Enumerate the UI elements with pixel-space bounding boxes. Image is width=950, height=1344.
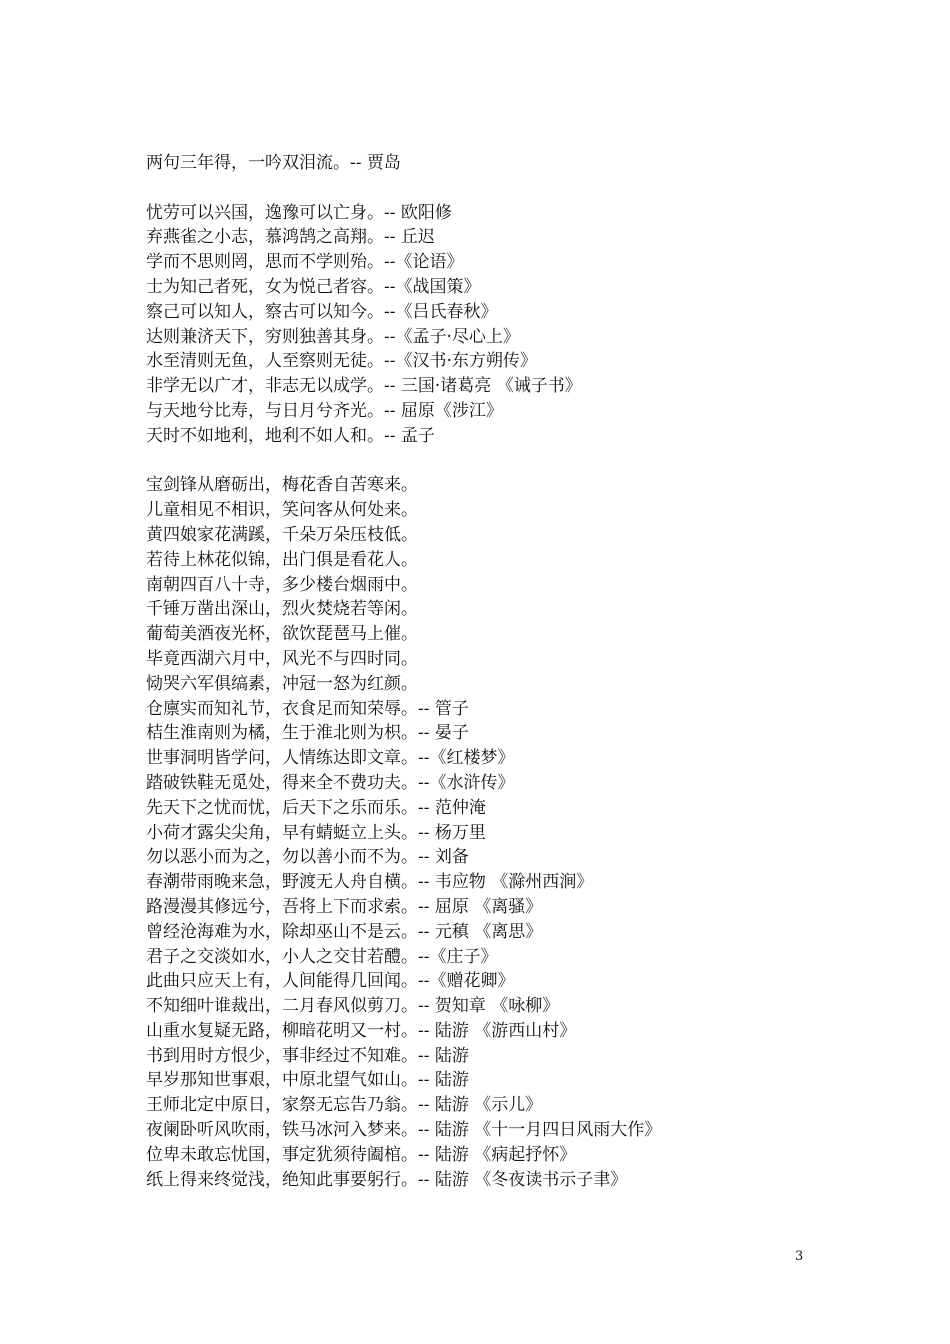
text-line: 勿以恶小而为之，勿以善小而不为。-- 刘备: [146, 847, 469, 868]
paragraph-gap: [146, 176, 866, 201]
text-line: 此曲只应天上有，人间能得几回闻。--《赠花卿》: [146, 971, 515, 992]
paragraph: [146, 151, 866, 176]
text-line: 山重水复疑无路，柳暗花明又一村。-- 陆游 《游西山村》: [146, 1020, 577, 1041]
text-line: 早岁那知世事艰，中原北望气如山。-- 陆游: [146, 1070, 469, 1091]
text-line: 书到用时方恨少，事非经过不知难。-- 陆游: [146, 1045, 469, 1066]
text-line: 仓廪实而知礼节，衣食足而知荣辱。-- 管子: [146, 698, 469, 719]
text-line: 踏破铁鞋无觅处，得来全不费功夫。--《水浒传》: [146, 772, 515, 793]
text-line: 路漫漫其修远兮，吾将上下而求索。-- 屈原 《离骚》: [146, 896, 543, 917]
text-line: 曾经沧海难为水，除却巫山不是云。-- 元稹 《离思》: [146, 921, 543, 942]
paragraph-gap: [146, 449, 866, 474]
paragraph: [146, 201, 866, 449]
text-line: 宝剑锋从磨砺出，梅花香自苦寒来。: [146, 475, 418, 496]
text-line: 达则兼济天下，穷则独善其身。--《孟子·尽心上》: [146, 326, 520, 347]
text-line: 士为知己者死，女为悦己者容。--《战国策》: [146, 276, 481, 297]
text-line: 毕竟西湖六月中，风光不与四时同。: [146, 648, 418, 669]
paragraph: [146, 473, 866, 1192]
text-line: 桔生淮南则为橘，生于淮北则为枳。-- 晏子: [146, 723, 469, 744]
text-line: 两句三年得，一吟双泪流。-- 贾岛: [146, 153, 401, 173]
document-body: [146, 151, 866, 1192]
text-line: 世事洞明皆学问，人情练达即文章。--《红楼梦》: [146, 748, 515, 769]
text-line: 夜阑卧听风吹雨，铁马冰河入梦来。-- 陆游 《十一月四日风雨大作》: [146, 1120, 662, 1141]
text-line: 春潮带雨晚来急，野渡无人舟自横。-- 韦应物 《滁州西涧》: [146, 872, 594, 893]
text-line: 水至清则无鱼，人至察则无徒。--《汉书·东方朔传》: [146, 351, 537, 372]
text-line: 忧劳可以兴国，逸豫可以亡身。-- 欧阳修: [146, 202, 452, 223]
text-line: 非学无以广才，非志无以成学。-- 三国·诸葛亮 《诫子书》: [146, 376, 582, 397]
text-line: 纸上得来终觉浅，绝知此事要躬行。-- 陆游 《冬夜读书示子聿》: [146, 1169, 628, 1190]
text-line: 君子之交淡如水，小人之交甘若醴。--《庄子》: [146, 946, 498, 967]
text-line: 位卑未敢忘忧国，事定犹须待阖棺。-- 陆游 《病起抒怀》: [146, 1144, 577, 1165]
text-line: 王师北定中原日，家祭无忘告乃翁。-- 陆游 《示儿》: [146, 1095, 543, 1116]
text-line: 弃燕雀之小志，慕鸿鹄之高翔。-- 丘迟: [146, 227, 435, 248]
text-line: 不知细叶谁裁出，二月春风似剪刀。-- 贺知章 《咏柳》: [146, 996, 560, 1017]
text-line: 与天地兮比寿，与日月兮齐光。-- 屈原《涉江》: [146, 400, 503, 421]
text-line: 学而不思则罔，思而不学则殆。--《论语》: [146, 252, 464, 273]
text-line: 恸哭六军俱缟素，冲冠一怒为红颜。: [146, 673, 418, 694]
text-line: 南朝四百八十寺，多少楼台烟雨中。: [146, 574, 418, 595]
page-number: 3: [795, 1249, 804, 1264]
text-line: 葡萄美酒夜光杯，欲饮琵琶马上催。: [146, 624, 418, 645]
text-line: 小荷才露尖尖角，早有蜻蜓立上头。-- 杨万里: [146, 822, 486, 843]
text-line: 儿童相见不相识，笑问客从何处来。: [146, 500, 418, 521]
text-line: 若待上林花似锦，出门俱是看花人。: [146, 549, 418, 570]
text-line: 黄四娘家花满蹊，千朵万朵压枝低。: [146, 524, 418, 545]
text-line: 天时不如地利，地利不如人和。-- 孟子: [146, 425, 435, 446]
text-line: 千锤万凿出深山，烈火焚烧若等闲。: [146, 599, 418, 620]
text-line: 察己可以知人，察古可以知今。--《吕氏春秋》: [146, 301, 498, 322]
text-line: 先天下之忧而忧，后天下之乐而乐。-- 范仲淹: [146, 797, 486, 818]
